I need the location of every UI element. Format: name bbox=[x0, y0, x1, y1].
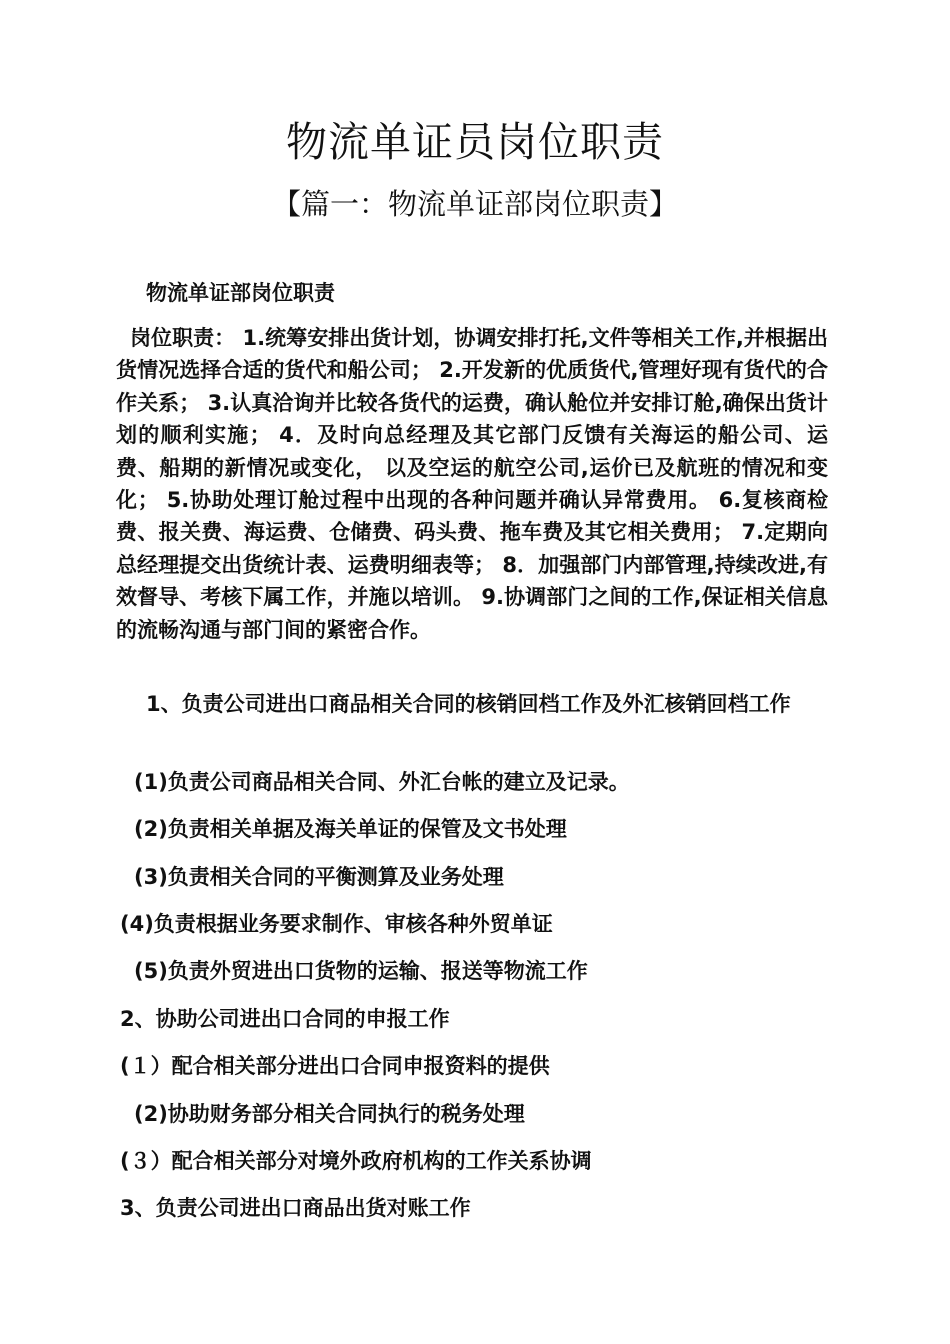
list-item-2-1: (１）配合相关部分进出口合同申报资料的提供 bbox=[120, 1054, 550, 1078]
list-item-1-3: (3)负责相关合同的平衡测算及业务处理 bbox=[134, 865, 504, 889]
list-item-1: 1、负责公司进出口商品相关合同的核销回档工作及外汇核销回档工作 bbox=[146, 692, 791, 716]
list-item-2-3: (３）配合相关部分对境外政府机构的工作关系协调 bbox=[120, 1149, 592, 1173]
list-item-1-5: (5)负责外贸进出口货物的运输、报送等物流工作 bbox=[134, 959, 588, 983]
list-item-3: 3、负责公司进出口商品出货对账工作 bbox=[120, 1196, 471, 1220]
duties-paragraph: 岗位职责： 1.统筹安排出货计划，协调安排打托,文件等相关工作,并根据出货情况选择合适的货代和船公司； 2.开发新的优质货代,管理好现有货代的合作关系； 3.认真洽询并比较各货代的运费，确认舱位并安排订舱,确保出货计划的顺利实施； 4．及时向总经理及其它部门反馈有关海运的船公司、运费、船期的新情况或变化， 以及空运的航空公司,运价已及航班的情况和变化； 5.协助处理订舱过程中出现的各种问题并确认异常费用。 6.复核商检费、报关费、海运费、仓储费、码头费、拖车费及其它相关费用； 7.定期向总经理提交出货统计表、运费明细表等； 8．加强部门内部管理,持续改进,有效督导、考核下属工作，并施以培训。 9.协调部门之间的工作,保证相关信息的流畅沟通与部门间的紧密合作。 bbox=[116, 326, 828, 642]
list-item-2-2: (2)协助财务部分相关合同执行的税务处理 bbox=[134, 1102, 525, 1126]
section-heading: 物流单证部岗位职责 bbox=[146, 281, 335, 305]
document-title: 物流单证员岗位职责 bbox=[286, 118, 664, 166]
list-item-1-4: (4)负责根据业务要求制作、审核各种外贸单证 bbox=[120, 912, 553, 936]
list-item-1-2: (2)负责相关单据及海关单证的保管及文书处理 bbox=[134, 817, 567, 841]
list-item-1-1: (1)负责公司商品相关合同、外汇台帐的建立及记录。 bbox=[134, 770, 630, 794]
list-item-2: 2、协助公司进出口合同的申报工作 bbox=[120, 1007, 450, 1031]
document-subtitle: 【篇一：物流单证部岗位职责】 bbox=[271, 187, 678, 221]
